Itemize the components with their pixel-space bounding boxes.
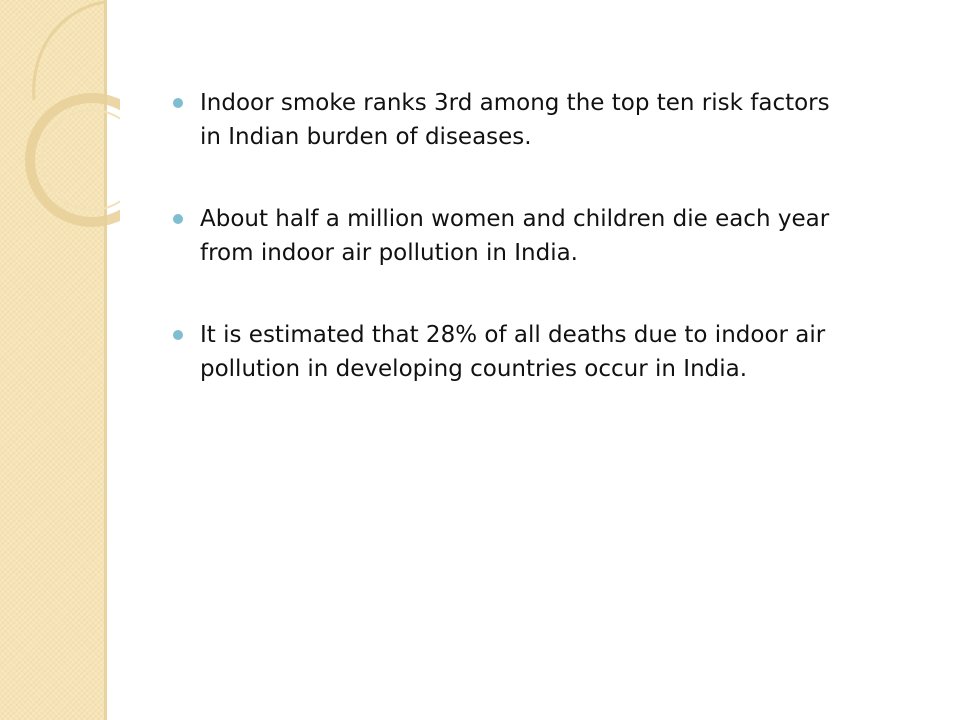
- bullet-1-line-1: Indoor smoke ranks 3rd among the top ten risk factors: [200, 90, 830, 116]
- bullet-2-line-1: About half a million women and children die each year: [200, 206, 830, 232]
- bullet-dot-icon: [173, 214, 183, 224]
- bullet-2-line-2: from indoor air pollution in India.: [200, 240, 578, 266]
- bullet-item-1: [170, 86, 890, 154]
- bullet-list: [170, 86, 890, 386]
- decorative-rings: [0, 0, 120, 260]
- bullet-3-line-1: It is estimated that 28% of all deaths due to indoor air: [200, 322, 826, 348]
- bullet-dot-icon: [173, 98, 183, 108]
- decorative-arc-top: [34, 2, 104, 100]
- slide-content: [170, 86, 890, 434]
- bullet-3-line-2: pollution in developing countries occur in India.: [200, 356, 748, 382]
- bullet-1-line-2: in Indian burden of diseases.: [200, 124, 532, 150]
- bullet-item-3: [170, 318, 890, 386]
- bullet-item-2: [170, 202, 890, 270]
- decorative-ring-inner: [42, 110, 120, 210]
- bullet-dot-icon: [173, 330, 183, 340]
- decorative-ring-outer: [30, 98, 120, 222]
